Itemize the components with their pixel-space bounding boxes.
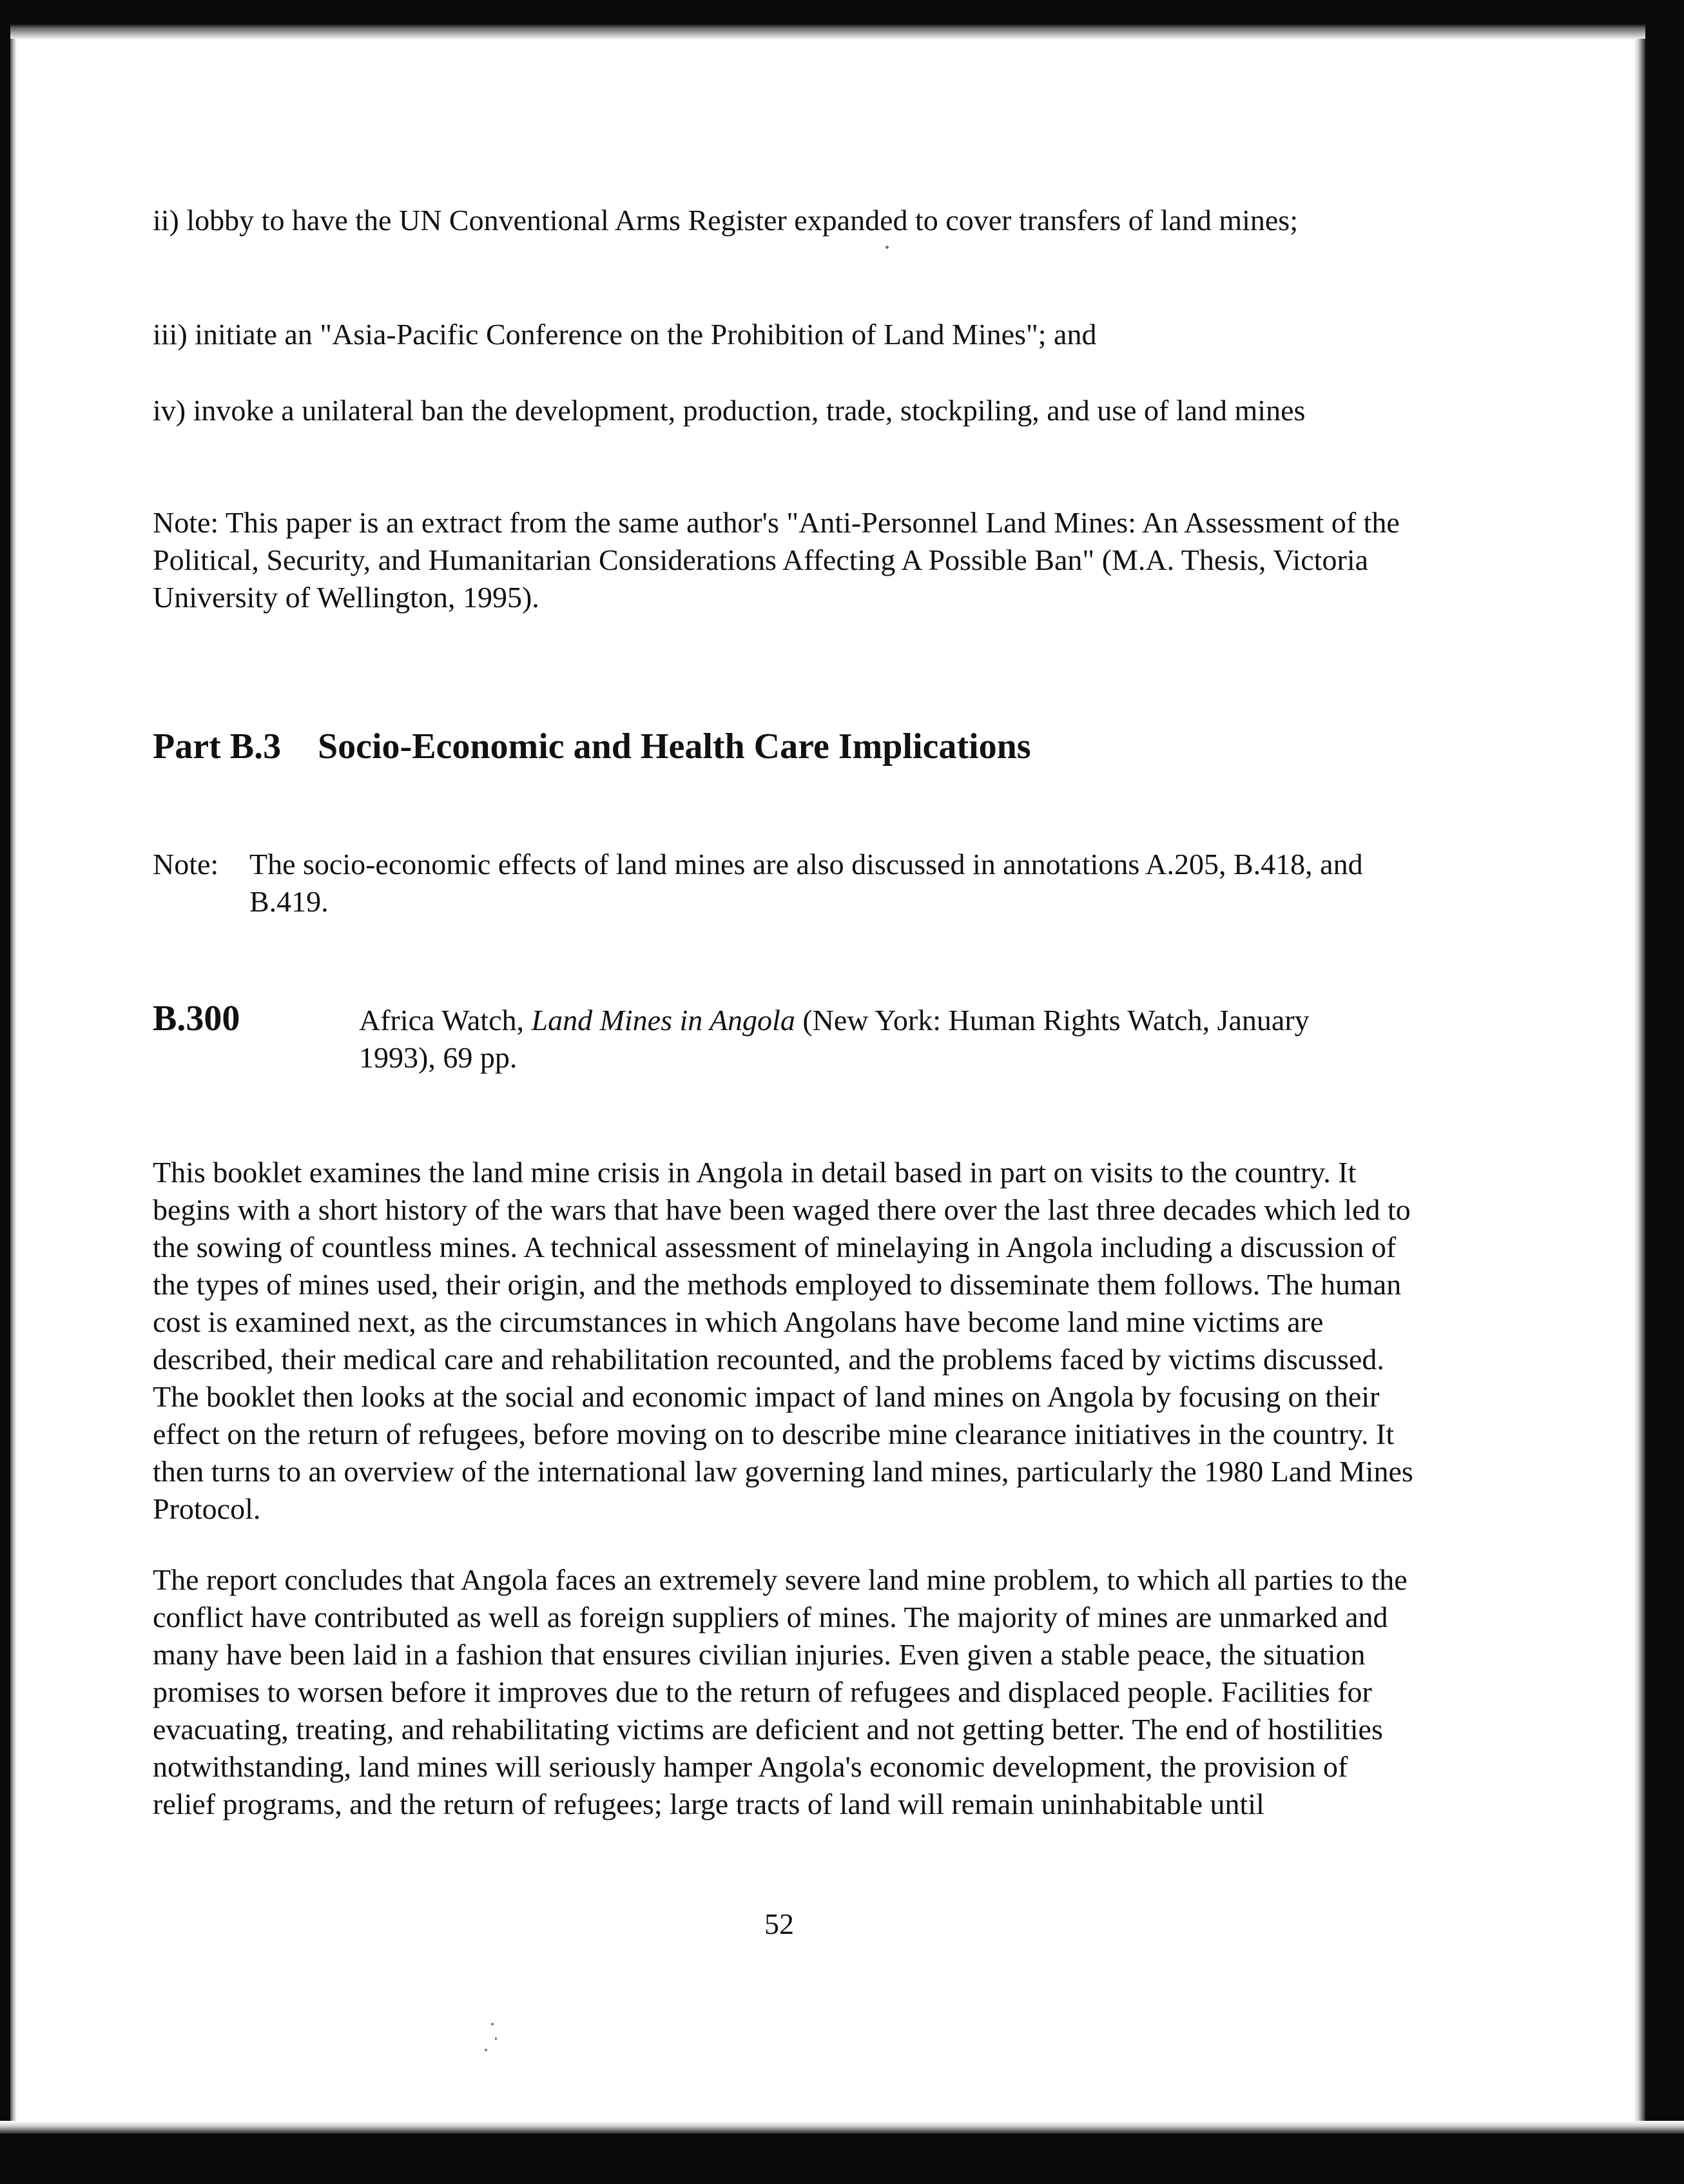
section-part-label: Part B.3 bbox=[153, 726, 282, 766]
list-item-iii: iii) initiate an "Asia-Pacific Conference on the Prohibition of Land Mines"; and bbox=[153, 318, 1097, 351]
scan-shadow-right bbox=[1634, 39, 1645, 2127]
section-note-text: The socio-economic effects of land mines are also discussed in annotations A.205, B.418, and B.419. bbox=[249, 848, 1363, 918]
list-item-iv: iv) invoke a unilateral ban the development, production, trade, stockpiling, and use of land mines bbox=[153, 394, 1306, 427]
citation-author: Africa Watch, bbox=[359, 1004, 524, 1037]
scan-edge-top bbox=[0, 0, 1684, 24]
scan-speck bbox=[886, 246, 889, 249]
scan-shadow-left bbox=[10, 39, 17, 2134]
scan-edge-left bbox=[0, 0, 10, 2184]
body-paragraph: This booklet examines the land mine crisis in Angola in detail based in part on visits to the country. It begins with a short history of the wars that have been waged there over the last three decades which led to the sowing of countless mines. A technical assessment of minelaying in Angola including a discussion of the types of mines used, their origin, and the methods employed to disseminate them follows. The human cost is examined next, as the circumstances in which Angolans have become land mine victims are described, their medical care and rehabilitation recounted, and the problems faced by victims discussed. The booklet then looks at the social and economic impact of land mines on Angola by focusing on their effect on the return of refugees, before moving on to describe mine clearance initiatives in the country. It then turns to an overview of the international law governing land mines, particularly the 1980 Land Mines Protocol. bbox=[153, 1156, 1413, 1525]
scan-edge-right bbox=[1645, 0, 1684, 2184]
list-item-ii: ii) lobby to have the UN Conventional Arms Register expanded to cover transfers of land mines; bbox=[153, 204, 1298, 237]
citation-details: (New York: Human Rights Watch, January 1993), 69 pp. bbox=[359, 1004, 1310, 1074]
citation-title: Land Mines in Angola bbox=[531, 1004, 795, 1037]
extract-note: Note: This paper is an extract from the same author's "Anti-Personnel Land Mines: An Assessment of the Political, Security, and Humanitarian Considerations Affecting A Possible Ban" (M.A. Thesis, Victoria University of Wellington, 1995). bbox=[153, 506, 1400, 614]
section-note-label: Note: bbox=[153, 848, 219, 881]
entry-citation bbox=[359, 1002, 1377, 1077]
body-paragraph: The report concludes that Angola faces an extremely severe land mine problem, to which all parties to the conflict have contributed as well as foreign suppliers of mines. The majority of mines are unmarked and many have been laid in a fashion that ensures civilian injuries. Even given a stable peace, the situation promises to worsen before it improves due to the return of refugees and displaced people. Facilities for evacuating, treating, and rehabilitating victims are deficient and not getting better. The end of hostilities notwithstanding, land mines will seriously hamper Angola's economic development, the provision of relief programs, and the return of refugees; large tracts of land will remain uninhabitable until bbox=[153, 1563, 1408, 1820]
scan-shadow-top bbox=[0, 24, 1684, 50]
page-number: 52 bbox=[764, 1907, 794, 1940]
section-title: Socio-Economic and Health Care Implications bbox=[318, 726, 1031, 766]
scan-speck bbox=[491, 2023, 494, 2025]
scan-edge-bottom bbox=[0, 2134, 1684, 2184]
scan-speck bbox=[485, 2049, 487, 2051]
section-heading bbox=[153, 726, 1031, 767]
entry-id: B.300 bbox=[153, 999, 240, 1038]
scan-shadow-bottom bbox=[0, 2121, 1684, 2134]
scan-speck bbox=[495, 2037, 497, 2040]
